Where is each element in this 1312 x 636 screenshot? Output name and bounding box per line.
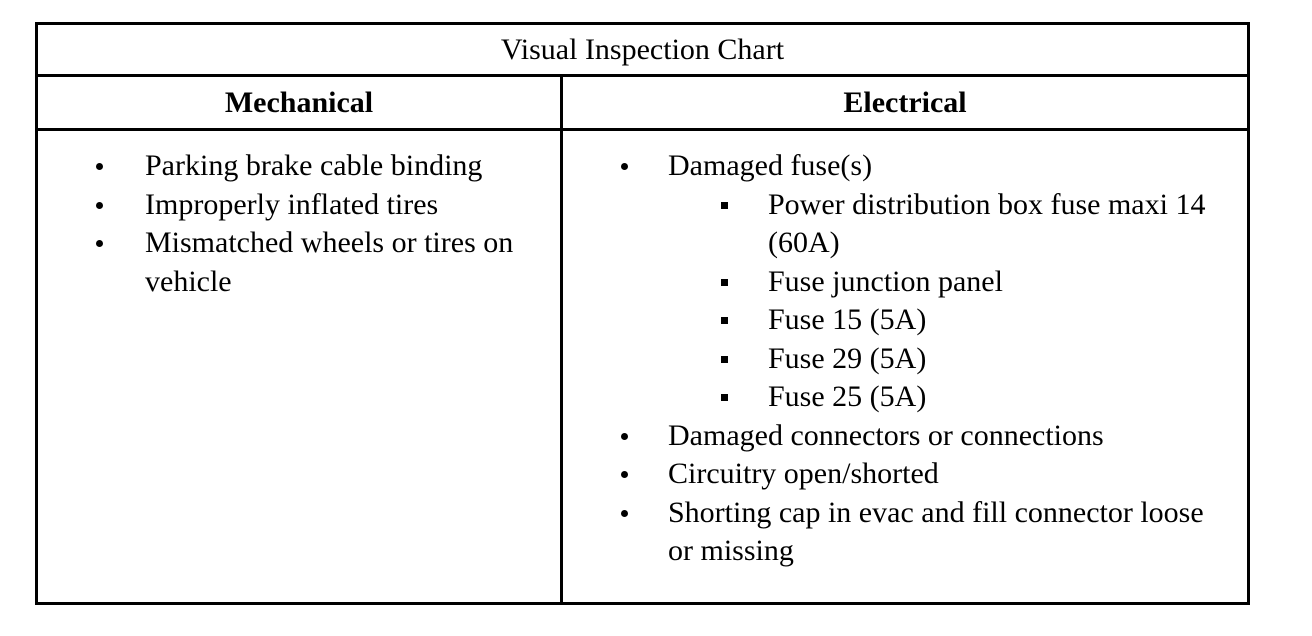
mechanical-list xyxy=(38,131,560,301)
list-item: Fuse 29 (5A) xyxy=(563,340,1247,379)
list-item: Shorting cap in evac and fill connector loose or missing xyxy=(563,494,1247,571)
list-item: Damaged fuse(s) Power distribution box fuse maxi 14 (60A) Fuse junction panel Fuse 15 (5A) Fuse 29 (5A) Fuse 25 (5A) xyxy=(563,147,1247,417)
list-item: Circuitry open/shorted xyxy=(563,455,1247,494)
list-item: Power distribution box fuse maxi 14 (60A) xyxy=(563,186,1247,263)
list-item: Improperly inflated tires xyxy=(38,186,560,225)
list-item: Parking brake cable binding xyxy=(38,147,560,186)
visual-inspection-chart xyxy=(35,22,1250,605)
chart-title: Visual Inspection Chart xyxy=(38,25,1247,77)
list-item: Mismatched wheels or tires on vehicle xyxy=(38,224,560,301)
fuse-sublist xyxy=(668,186,1247,417)
electrical-list xyxy=(563,131,1247,571)
list-item: Fuse 25 (5A) xyxy=(563,378,1247,417)
mechanical-cell xyxy=(38,131,560,602)
list-item: Fuse 15 (5A) xyxy=(563,301,1247,340)
list-item: Fuse junction panel xyxy=(563,263,1247,302)
header-electrical: Electrical xyxy=(843,85,967,119)
electrical-cell xyxy=(563,131,1247,602)
list-item: Damaged connectors or connections xyxy=(563,417,1247,456)
column-headers xyxy=(38,77,1247,131)
header-mechanical: Mechanical xyxy=(224,85,374,119)
